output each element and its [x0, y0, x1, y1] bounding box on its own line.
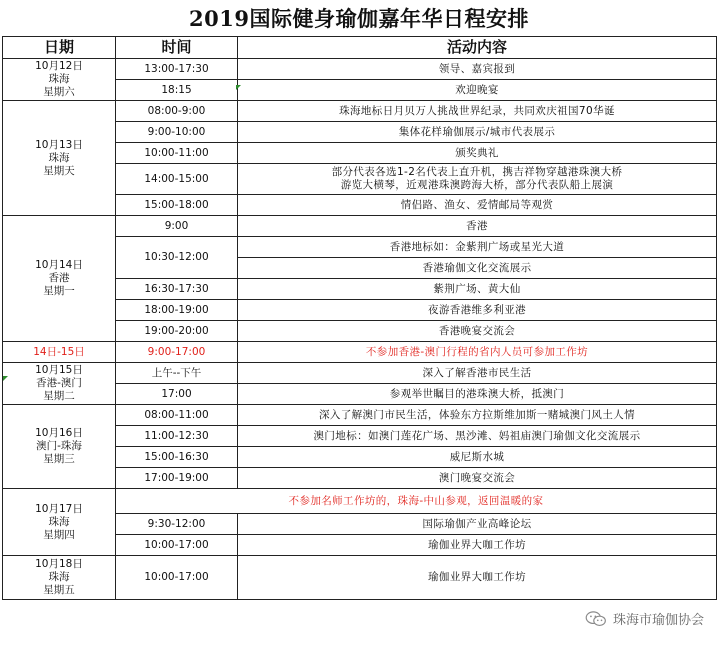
time-cell: 08:00-9:00 [116, 101, 238, 122]
table-row [3, 405, 717, 426]
time-cell: 10:00-11:00 [116, 143, 238, 164]
time-cell: 14:00-15:00 [116, 164, 238, 195]
watermark [585, 609, 704, 628]
activity-cell: 夜游香港维多利亚港 [238, 300, 717, 321]
activity-cell: 领导、嘉宾报到 [238, 59, 717, 80]
schedule-table [2, 36, 717, 600]
time-cell: 11:00-12:30 [116, 426, 238, 447]
activity-cell: 紫荆广场、黄大仙 [238, 279, 717, 300]
activity-cell: 颁奖典礼 [238, 143, 717, 164]
activity-cell: 欢迎晚宴 [238, 80, 717, 101]
table-row [3, 363, 717, 384]
table-row [3, 216, 717, 237]
time-cell: 13:00-17:30 [116, 59, 238, 80]
schedule-title: 2019国际健身瑜伽嘉年华日程安排 [189, 6, 529, 31]
date-cell: 10月14日 香港 星期一 [3, 216, 116, 342]
time-cell: 16:30-17:30 [116, 279, 238, 300]
time-cell: 17:00-19:00 [116, 468, 238, 489]
date-cell: 10月16日 澳门-珠海 星期三 [3, 405, 116, 489]
table-row [3, 342, 717, 363]
time-cell: 10:30-12:00 [116, 237, 238, 279]
header-activity: 活动内容 [238, 37, 717, 59]
time-cell: 15:00-16:30 [116, 447, 238, 468]
time-cell: 10:00-17:00 [116, 556, 238, 600]
activity-cell: 珠海地标日月贝万人挑战世界纪录，共同欢庆祖国70华诞 [238, 101, 717, 122]
activity-cell: 香港瑜伽文化交流展示 [238, 258, 717, 279]
cell-comment-marker [236, 85, 241, 90]
date-cell: 10月13日 珠海 星期天 [3, 101, 116, 216]
time-cell: 19:00-20:00 [116, 321, 238, 342]
activity-cell: 深入了解澳门市民生活，体验东方拉斯维加斯一赌城澳门风土人情 [238, 405, 717, 426]
date-cell: 10月17日 珠海 星期四 [3, 489, 116, 556]
time-cell: 18:00-19:00 [116, 300, 238, 321]
date-cell: 10月18日 珠海 星期五 [3, 556, 116, 600]
date-cell: 10月12日 珠海 星期六 [3, 59, 116, 101]
activity-cell: 情侣路、渔女、爱情邮局等观赏 [238, 195, 717, 216]
activity-cell: 部分代表各选1-2名代表上直升机，携吉祥物穿越港珠澳大桥 游览大横琴，近观港珠澳跨海大桥，部分代表队船上展演 [238, 164, 717, 195]
activity-cell: 澳门地标：如澳门莲花广场、黑沙滩、妈祖庙澳门瑜伽文化交流展示 [238, 426, 717, 447]
time-cell: 08:00-11:00 [116, 405, 238, 426]
time-cell: 17:00 [116, 384, 238, 405]
table-row [3, 59, 717, 80]
table-row [3, 101, 717, 122]
activity-cell: 不参加香港-澳门行程的省内人员可参加工作坊 [238, 342, 717, 363]
activity-cell: 香港晚宴交流会 [238, 321, 717, 342]
header-time: 时间 [116, 37, 238, 59]
activity-cell: 瑜伽业界大咖工作坊 [238, 535, 717, 556]
time-cell: 9:00 [116, 216, 238, 237]
table-row [3, 556, 717, 600]
time-cell: 18:15 [116, 80, 238, 101]
activity-cell: 深入了解香港市民生活 [238, 363, 717, 384]
time-cell: 上午--下午 [116, 363, 238, 384]
date-cell: 14日-15日 [3, 342, 116, 363]
header-row [3, 37, 717, 59]
wechat-icon [585, 611, 607, 627]
cell-comment-marker [3, 376, 8, 381]
header-date: 日期 [3, 37, 116, 59]
table-row [3, 489, 717, 514]
time-cell: 10:00-17:00 [116, 535, 238, 556]
time-cell: 9:30-12:00 [116, 514, 238, 535]
time-cell: 9:00-10:00 [116, 122, 238, 143]
watermark-text: 珠海市瑜伽协会 [612, 613, 704, 628]
activity-cell: 威尼斯水城 [238, 447, 717, 468]
activity-cell: 香港地标如：金紫荆广场或星光大道 [238, 237, 717, 258]
activity-cell: 参观举世瞩目的港珠澳大桥，抵澳门 [238, 384, 717, 405]
activity-cell: 香港 [238, 216, 717, 237]
activity-cell: 瑜伽业界大咖工作坊 [238, 556, 717, 600]
activity-cell: 集体花样瑜伽展示/城市代表展示 [238, 122, 717, 143]
activity-cell: 国际瑜伽产业高峰论坛 [238, 514, 717, 535]
date-cell: 10月15日 香港-澳门 星期二 [3, 363, 116, 405]
time-cell: 9:00-17:00 [116, 342, 238, 363]
time-cell: 15:00-18:00 [116, 195, 238, 216]
activity-cell: 不参加名师工作坊的，珠海-中山参观，返回温暖的家 [116, 489, 717, 514]
activity-cell: 澳门晚宴交流会 [238, 468, 717, 489]
